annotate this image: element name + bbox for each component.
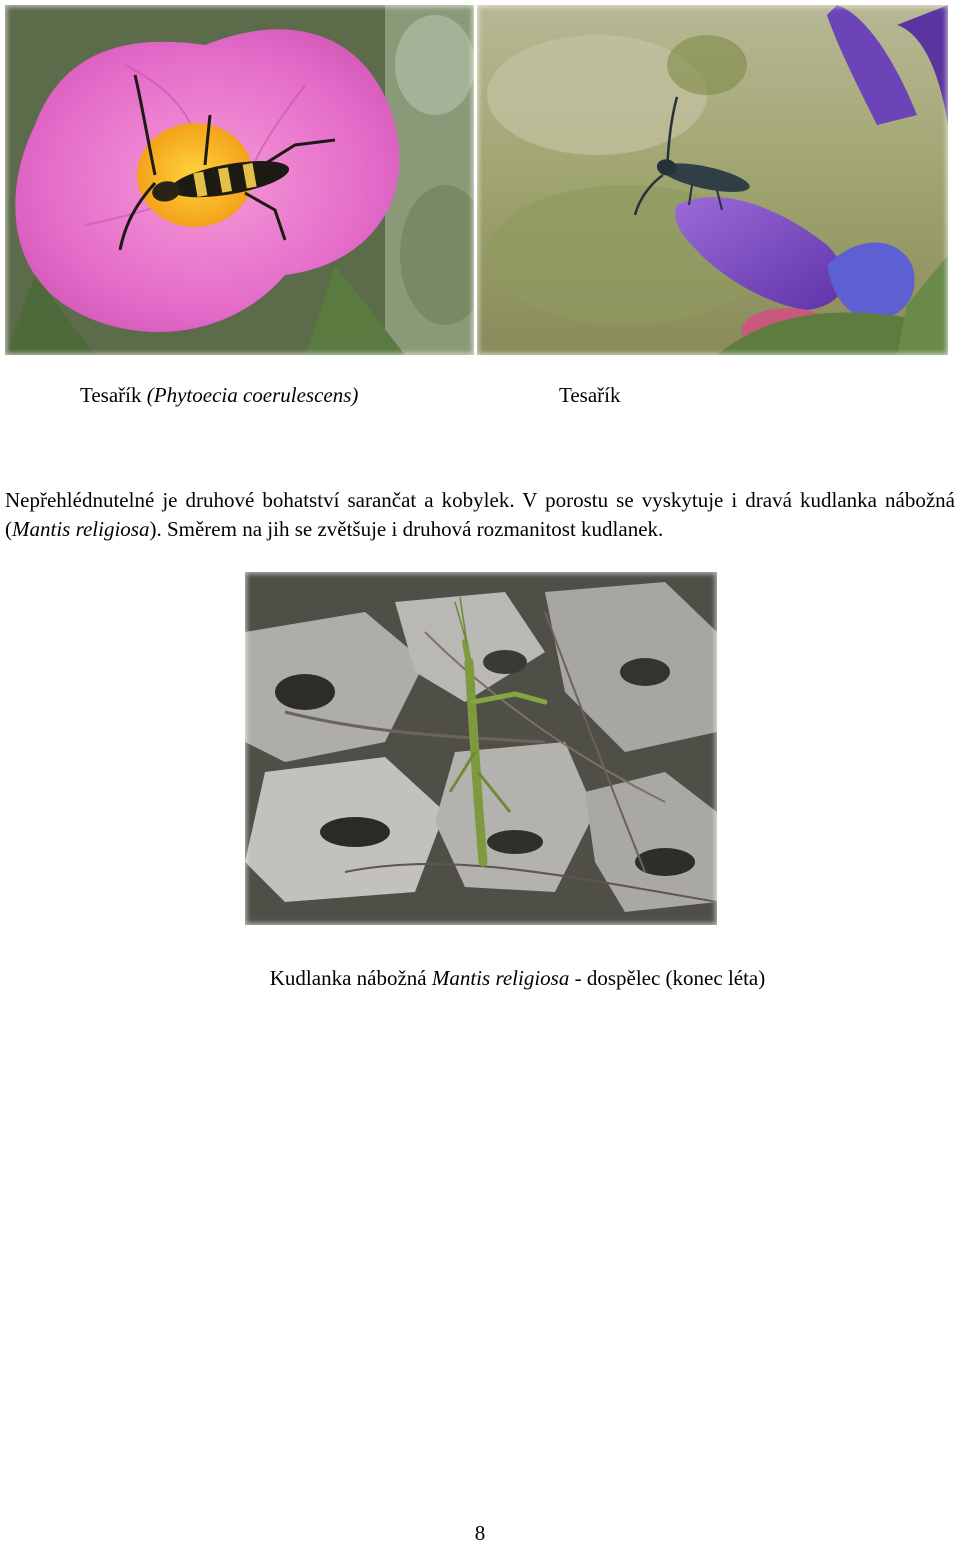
caption-text-before: Kudlanka nábožná	[269, 966, 432, 990]
figure-caption-beetle-2	[559, 383, 621, 407]
page-number: 8	[474, 1521, 486, 1545]
photo-beetle-on-pink-flower	[5, 5, 474, 355]
figure-caption-mantis	[0, 966, 960, 990]
photo-beetle-on-blue-flower	[477, 5, 948, 355]
caption-species-name: Mantis religiosa	[431, 966, 570, 990]
figure-caption-beetle-1	[80, 383, 358, 407]
paragraph-text-1: Nepřehlédnutelné je druhové bohatství sarančat a kobylek. V porostu se vyskytuje i dravá kudlanka nábožná (	[5, 488, 955, 541]
caption-text: Tesařík	[80, 383, 147, 407]
caption-species-name: (Phytoecia coerulescens)	[146, 383, 359, 407]
paragraph-text-2: ). Směrem na jih se zvětšuje i druhová rozmanitost kudlanek.	[149, 517, 664, 541]
photo-praying-mantis	[245, 572, 717, 925]
beetle-blue-flower-illustration	[477, 5, 948, 355]
mantis-on-rock-illustration	[245, 572, 717, 925]
body-paragraph	[5, 486, 955, 544]
beetle-pink-flower-illustration	[5, 5, 474, 355]
caption-text-after: - dospělec (konec léta)	[569, 966, 766, 990]
caption-text: Tesařík	[559, 383, 621, 407]
paragraph-species-name: Mantis religiosa	[12, 517, 150, 541]
